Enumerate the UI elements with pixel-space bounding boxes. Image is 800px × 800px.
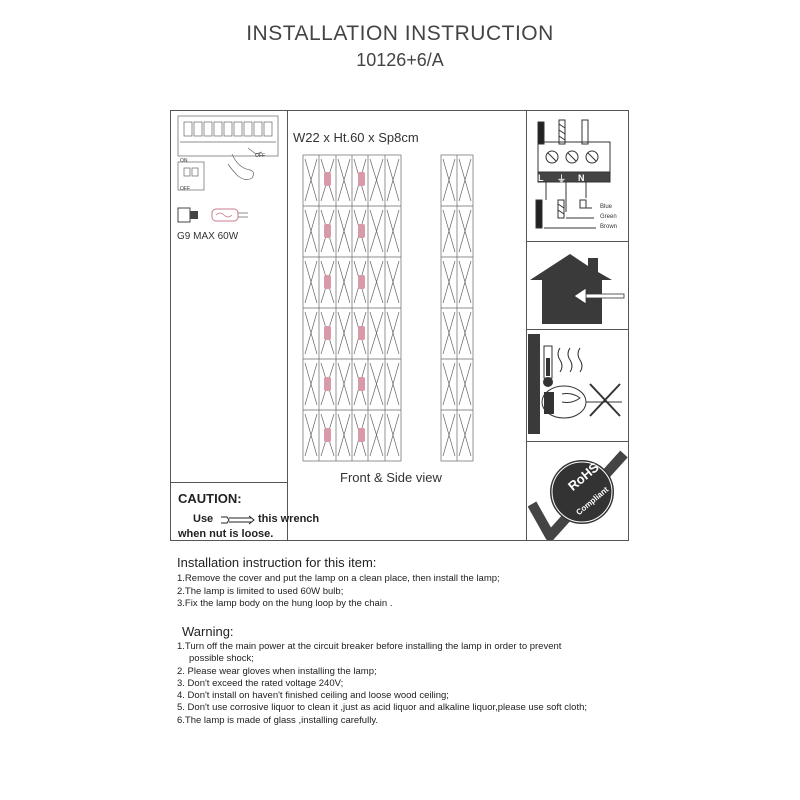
dimensions-label: W22 x Ht.60 x Sp8cm [293, 130, 419, 145]
rohs-compliant-badge [528, 446, 628, 540]
instructions-heading: Installation instruction for this item: [177, 555, 377, 570]
switch-on-label: ON [180, 158, 188, 164]
model-number: 10126+6/A [356, 50, 444, 70]
instruction-item: 1.Remove the cover and put the lamp on a clean place, then install the lamp; [177, 573, 500, 584]
lamp-front-view [302, 154, 402, 464]
warning-item: 6.The lamp is made of glass ,installing carefully. [177, 714, 378, 726]
page-title: INSTALLATION INSTRUCTION [246, 22, 554, 45]
wire-blue-label: Blue [600, 204, 613, 210]
g9-bulb-illustration [174, 200, 264, 228]
left-panel-divider [287, 111, 288, 540]
warning-item: 3. Don't exceed the rated voltage 240V; [177, 677, 344, 689]
heat-warning-icon [526, 332, 628, 442]
terminal-earth-label: ⏚ [557, 174, 567, 184]
wrench-icon [219, 514, 257, 526]
panel-divider-1 [526, 241, 629, 242]
terminal-n-label: N [578, 173, 585, 183]
warning-item: 2. Please wear gloves when installing the lamp; [177, 665, 377, 677]
switch-off-label: OFF [180, 186, 190, 192]
view-caption: Front & Side view [340, 470, 442, 485]
compliant-text: Compliant [574, 484, 611, 518]
caution-wrench-text: this wrench [258, 513, 320, 525]
wire-brown-label: Brown [600, 224, 618, 230]
lamp-side-view [440, 154, 474, 464]
instruction-item: 3.Fix the lamp body on the hung loop by the chain . [177, 598, 393, 609]
breaker-off-label: OFF [255, 153, 265, 159]
rohs-text: RoHS [564, 459, 602, 494]
panel-divider-2 [526, 329, 629, 330]
warning-item-continued: possible shock; [189, 653, 254, 665]
bulb-spec-label: G9 MAX 60W [177, 231, 239, 242]
warning-item: 1.Turn off the main power at the circuit breaker before installing the lamp in order to prevent [177, 641, 562, 652]
warning-item: 5. Don't use corrosive liquor to clean it ,just as acid liquor and alkaline liquor,please use soft cloth; [177, 702, 588, 714]
wire-green-label: Green [600, 214, 617, 220]
breaker-panel-illustration [174, 114, 284, 194]
caution-title: CAUTION: [178, 491, 242, 506]
warning-heading: Warning: [182, 624, 234, 639]
terminal-l-label: L [538, 173, 544, 183]
warning-item: 4. Don't install on haven't finished ceiling and loose wood ceiling; [177, 690, 449, 702]
caution-divider [171, 482, 287, 483]
instruction-item: 2.The lamp is limited to used 60W bulb; [177, 585, 344, 597]
warning-list [177, 641, 587, 727]
indoor-use-icon [526, 244, 628, 328]
instructions-list [177, 573, 500, 611]
caution-use-text: Use [193, 513, 214, 525]
caution-nut-text: when nut is loose. [178, 528, 274, 540]
